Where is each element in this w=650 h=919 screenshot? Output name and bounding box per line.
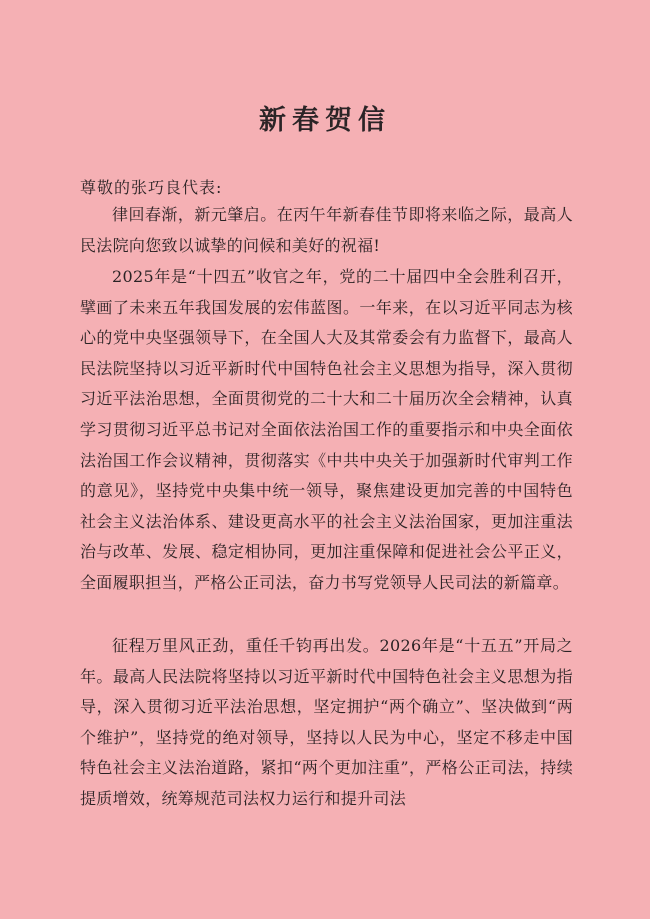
paragraph-2: 2025年是“十四五”收官之年，党的二十届四中全会胜利召开，擘画了未来五年我国发展的宏伟蓝图。一年来，在以习近平同志为核心的党中央坚强领导下，在全国人大及其常委会有力监督下，最高人民法院坚持以习近平新时代中国特色社会主义思想为指导，深入贯彻习近平法治思想，全面贯彻党的二十大和二十届历次全会精神，认真学习贯彻习近平总书记对全面依法治国工作的重要指示和中央全面依法治国工作会议精神，贯彻落实《中共中央关于加强新时代审判工作的意见》，坚持党中央集中统一领导，聚焦建设更加完善的中国特色社会主义法治体系、建设更高水平的社会主义法治国家，更加注重法治与改革、发展、稳定相协同，更加注重保障和促进社会公平正义，全面履职担当，严格公正司法，奋力书写党领导人民司法的新篇章。	[80, 267, 573, 592]
letter-title: 新春贺信	[259, 105, 391, 136]
salutation: 尊敬的张巧良代表:	[80, 178, 223, 197]
paragraph-1: 律回春渐，新元肇启。在丙午年新春佳节即将来临之际，最高人民法院向您致以诚挚的问候和美好的祝福!	[80, 205, 573, 255]
paragraph-3: 征程万里风正劲，重任千钧再出发。2026年是“十五五”开局之年。最高人民法院将坚持以习近平新时代中国特色社会主义思想为指导，深入贯彻习近平法治思想，坚定拥护“两个确立”、坚决做到“两个维护”，坚持党的绝对领导，坚持以人民为中心，坚定不移走中国特色社会主义法治道路，紧扣“两个更加注重”，严格公正司法，持续提质增效，统筹规范司法权力运行和提升司法	[80, 636, 573, 808]
